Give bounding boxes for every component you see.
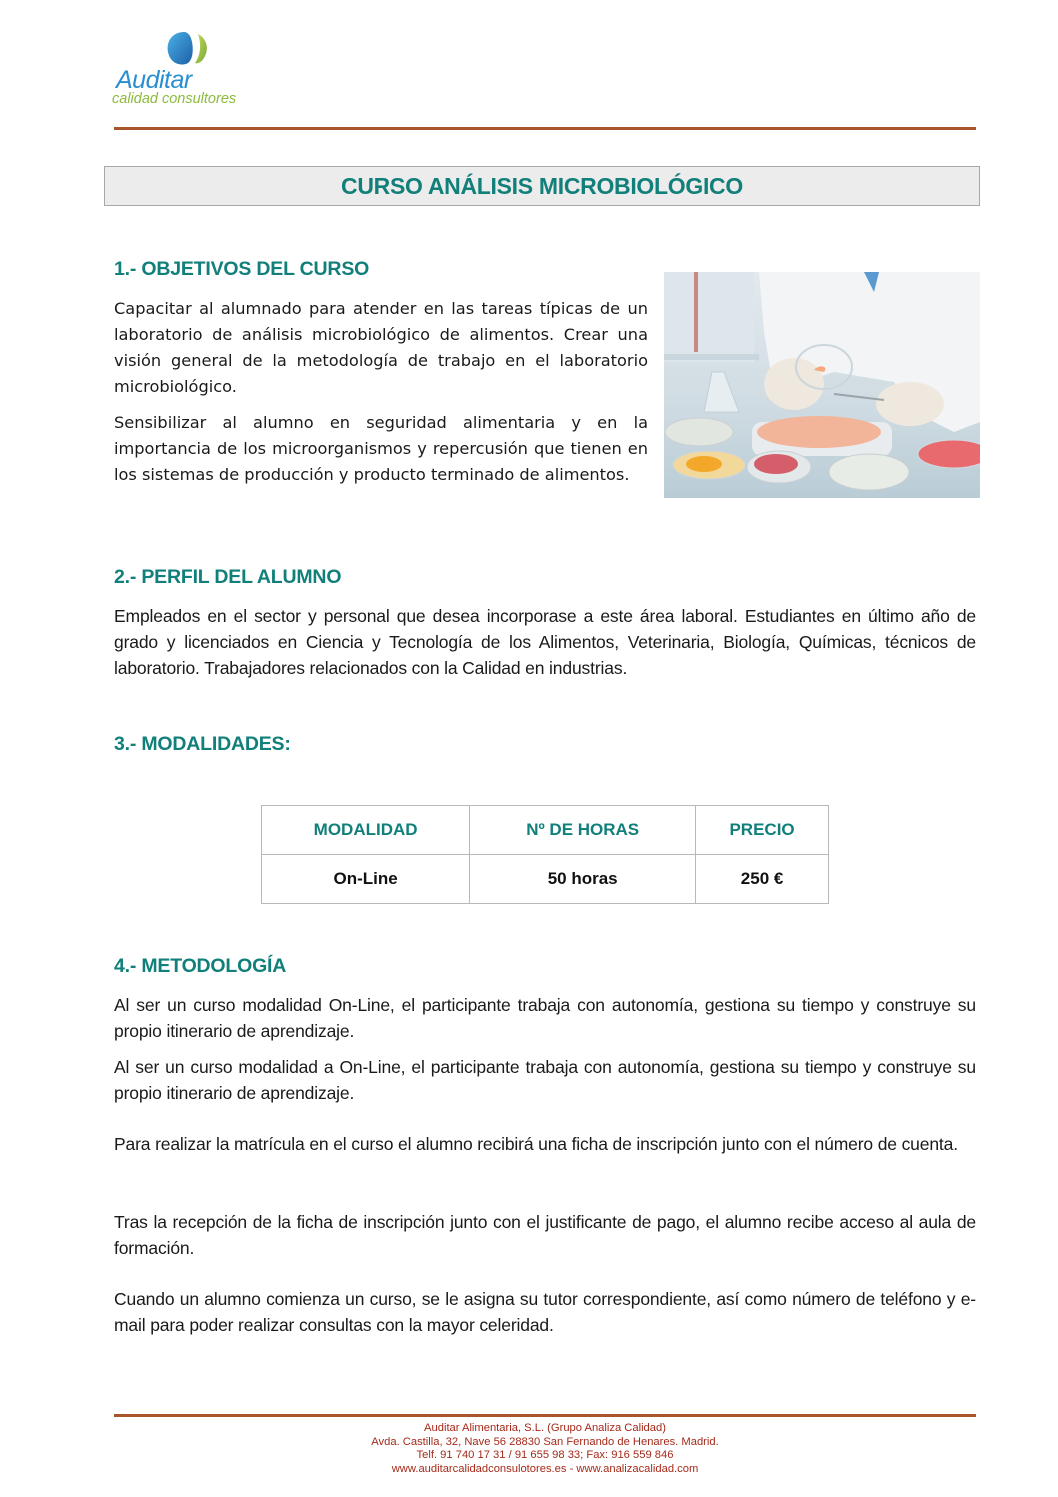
metodologia-paragraph: Al ser un curso modalidad a On-Line, el participante trabaja con autonomía, gestiona su tiempo y construye su propio itinerario de aprendizaje. [114, 1057, 976, 1103]
table-header-row [262, 806, 829, 855]
title-box [104, 166, 980, 206]
footer-phone: Telf. 91 740 17 31 / 91 655 98 33; Fax: 916 559 846 [416, 1449, 674, 1461]
section-heading-modalidades: 3.- MODALIDADES: [114, 733, 291, 755]
table-cell-horas: 50 horas [470, 855, 696, 904]
footer-websites[interactable]: www.auditarcalidadconsulotores.es - www.analizacalidad.com [391, 1462, 699, 1475]
table-header-modalidad: MODALIDAD [262, 806, 470, 855]
objetivos-paragraph: Sensibilizar al alumno en seguridad alimentaria y en la importancia de los microorganismos y repercusión que tienen en los sistemas de producción y producto terminado de alimentos. [114, 413, 648, 484]
footer-company: Auditar Alimentaria, S.L. (Grupo Analiza Calidad) [424, 1422, 666, 1434]
page-title: CURSO ANÁLISIS MICROBIOLÓGICO [341, 172, 743, 199]
footer-address: Avda. Castilla, 32, Nave 56 28830 San Fernando de Henares. Madrid. [371, 1435, 719, 1448]
objetivos-paragraph: Capacitar al alumnado para atender en las tareas típicas de un laboratorio de análisis microbiológico de alimentos. Crear una visión general de la metodología de trabajo en el laboratorio microbiológico. [114, 299, 648, 396]
section-heading-objetivos: 1.- OBJETIVOS DEL CURSO [114, 258, 370, 280]
table-row [262, 855, 829, 904]
logo-tagline: calidad consultores [112, 91, 237, 107]
section-heading-perfil: 2.- PERFIL DEL ALUMNO [114, 566, 342, 588]
footer-rule [114, 1414, 976, 1417]
metodologia-paragraph: Al ser un curso modalidad On-Line, el participante trabaja con autonomía, gestiona su tiempo y construye su propio itinerario de aprendizaje. [114, 995, 976, 1041]
logo-brand: Auditar [116, 66, 192, 94]
lab-photo [664, 272, 980, 498]
section-heading-metodologia: 4.- METODOLOGÍA [114, 955, 287, 977]
metodologia-paragraph: Cuando un alumno comienza un curso, se le asigna su tutor correspondiente, así como número de teléfono y e-mail para poder realizar consultas con la mayor celeridad. [114, 1289, 976, 1335]
logo-icon [160, 30, 216, 70]
modalidades-table [261, 805, 829, 904]
metodologia-paragraph: Tras la recepción de la ficha de inscripción junto con el justificante de pago, el alumno recibe acceso al aula de formación. [114, 1212, 976, 1258]
metodologia-paragraph: Para realizar la matrícula en el curso el alumno recibirá una ficha de inscripción junto con el número de cuenta. [114, 1134, 958, 1154]
table-cell-precio: 250 € [696, 855, 829, 904]
footer [114, 1422, 976, 1476]
table-header-horas: Nº DE HORAS [470, 806, 696, 855]
table-header-precio: PRECIO [696, 806, 829, 855]
table-cell-modalidad: On-Line [262, 855, 470, 904]
header-rule [114, 127, 976, 130]
perfil-paragraph: Empleados en el sector y personal que desea incorporase a este área laboral. Estudiantes en último año de grado y licenciados en Ciencia y Tecnología de los Alimentos, Veterinaria, Biología, Químicas, técnicos de laboratorio. Trabajadores relacionados con la Calidad en industrias. [114, 606, 976, 678]
